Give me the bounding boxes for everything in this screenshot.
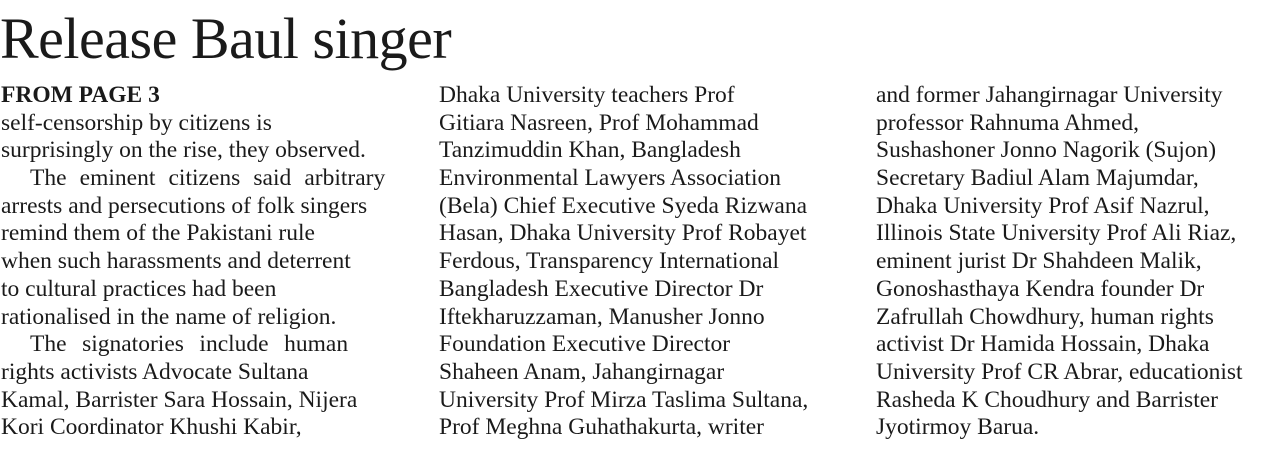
text-line: remind them of the Pakistani rule xyxy=(1,220,315,247)
text-line: Illinois State University Prof Ali Riaz, xyxy=(876,220,1237,247)
text-line: rationalised in the name of religion. xyxy=(1,303,337,330)
text-line: Jyotirmoy Barua. xyxy=(876,414,1040,441)
text-line: professor Rahnuma Ahmed, xyxy=(876,109,1140,136)
headline: Release Baul singer xyxy=(0,6,452,71)
text-line: Ferdous, Transparency International xyxy=(439,248,780,275)
text-line: Hasan, Dhaka University Prof Robayet xyxy=(439,220,807,247)
article-column-3 xyxy=(876,82,1286,442)
text-line: Sushashoner Jonno Nagorik (Sujon) xyxy=(876,137,1217,164)
text-line: Gitiara Nasreen, Prof Mohammad xyxy=(439,109,759,136)
text-line: Kori Coordinator Khushi Kabir, xyxy=(1,414,302,441)
article-column-2 xyxy=(439,82,849,442)
text-line: Shaheen Anam, Jahangirnagar xyxy=(439,358,725,385)
text-line: University Prof Mirza Taslima Sultana, xyxy=(439,386,809,413)
text-line: Secretary Badiul Alam Majumdar, xyxy=(876,165,1199,192)
text-line: when such harassments and deterrent xyxy=(1,248,351,275)
text-line: Zafrullah Chowdhury, human rights xyxy=(876,303,1214,330)
text-line: activist Dr Hamida Hossain, Dhaka xyxy=(876,331,1210,358)
text-line: (Bela) Chief Executive Syeda Rizwana xyxy=(439,192,808,219)
text-line: University Prof CR Abrar, educationist xyxy=(876,358,1243,385)
text-line: Dhaka University Prof Asif Nazrul, xyxy=(876,192,1210,219)
text-line: rights activists Advocate Sultana xyxy=(1,358,309,385)
text-line: Tanzimuddin Khan, Bangladesh xyxy=(439,137,741,164)
article-column-1 xyxy=(1,82,411,442)
text-line: arrests and persecutions of folk singers xyxy=(1,192,368,219)
text-line: The signatories include human xyxy=(30,331,349,358)
text-line: and former Jahangirnagar University xyxy=(876,82,1223,108)
text-line: Gonoshasthaya Kendra founder Dr xyxy=(876,275,1205,302)
text-line: self-censorship by citizens is xyxy=(1,109,272,136)
text-line: Prof Meghna Guhathakurta, writer xyxy=(439,414,764,441)
text-line: Rasheda K Choudhury and Barrister xyxy=(876,386,1218,413)
text-line: surprisingly on the rise, they observed. xyxy=(1,137,366,164)
text-line: Foundation Executive Director xyxy=(439,331,731,358)
text-line: eminent jurist Dr Shahdeen Malik, xyxy=(876,248,1202,275)
text-line: Dhaka University teachers Prof xyxy=(439,82,735,108)
text-line: Bangladesh Executive Director Dr xyxy=(439,275,764,302)
continuation-kicker: FROM PAGE 3 xyxy=(1,82,160,108)
text-line: The eminent citizens said arbitrary xyxy=(30,165,386,192)
text-line: Iftekharuzzaman, Manusher Jonno xyxy=(439,303,765,330)
text-line: Kamal, Barrister Sara Hossain, Nijera xyxy=(1,386,358,413)
text-line: Environmental Lawyers Association xyxy=(439,165,781,192)
text-line: to cultural practices had been xyxy=(1,275,277,302)
